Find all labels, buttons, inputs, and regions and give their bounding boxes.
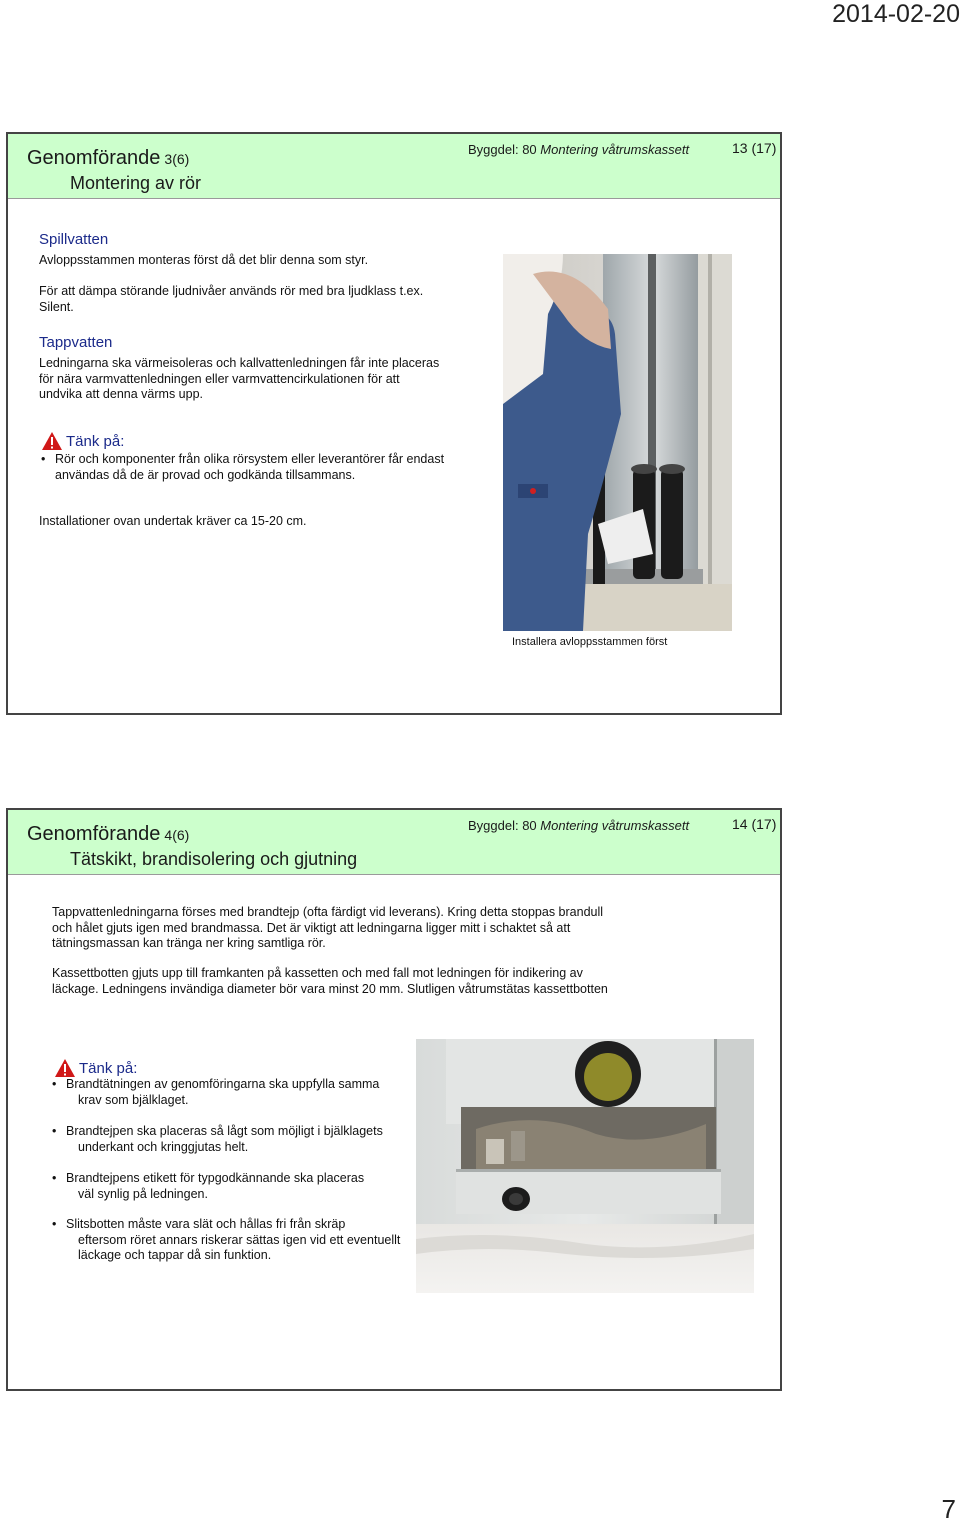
slide-subtitle: Montering av rör [70,173,202,193]
warning-triangle-icon [41,431,63,451]
warning-triangle-icon [54,1058,76,1078]
list-item: • Rör och komponenter från olika rörsystem eller leverantörer får endast användas då de är provad och godkända tillsammans. [41,452,445,482]
slide-number: 13 (17) [732,140,777,156]
photo-caption: Installera avloppsstammen först [512,636,668,648]
slide-title: Genomförande 4(6) [27,823,190,845]
paragraph: För att dämpa störande ljudnivåer används rör med bra ljudklass t.ex. Silent. [39,284,424,314]
slide-header [8,810,780,875]
slide-13 [6,132,782,715]
warning-callout [41,431,124,451]
paragraph: Avloppsstammen monteras först då det blir denna som styr. [39,253,369,267]
slide-number: 14 (17) [732,816,777,832]
list-item: • Brandtejpen ska placeras så lågt som möjligt i bjälklagets underkant och kringgjutas helt. [52,1124,383,1154]
heading-tappvatten: Tappvatten [39,334,113,351]
slide-14 [6,808,782,1391]
slide-subtitle: Tätskikt, brandisolering och gjutning [70,849,358,869]
slide-title: Genomförande 3(6) [27,147,190,169]
byggdel-label: Byggdel: 80 Montering våtrumskassett [468,818,690,833]
warning-label: Tänk på: [66,432,125,450]
document-date: 2014-02-20 [832,0,960,28]
paragraph: Installationer ovan undertak kräver ca 15-20 cm. [39,514,307,528]
paragraph: Ledningarna ska värmeisoleras och kallvattenledningen får inte placeras för nära varmvattenledningen eller varmvattencirkulationen för att undvika att denna värms upp. [39,356,440,401]
byggdel-label: Byggdel: 80 Montering våtrumskassett [468,142,690,157]
photo-pipe-installation [503,254,732,631]
page-number: 7 [941,1494,956,1524]
photo-cassette-bottom [416,1039,754,1293]
list-item: • Brandtejpens etikett för typgodkännande ska placeras väl synlig på ledningen. [52,1171,365,1201]
list-item: • Slitsbotten måste vara slät och hållas fri från skräp eftersom röret annars riskerar sättas igen vid ett eventuellt läckage och tappar då sin funktion. [52,1217,401,1262]
list-item: • Brandtätningen av genomföringarna ska uppfylla samma krav som bjälklaget. [52,1077,380,1107]
warning-label: Tänk på: [79,1059,138,1077]
slide-header [8,134,780,199]
paragraph: Tappvattenledningarna förses med brandtejp (ofta färdigt vid leverans). Kring detta stoppas brandull och hålet gjuts igen med brandmassa. Det är viktigt att ledningarna ligger mitt i schaktet så att tätningsmassan kan tränga ner kring samtliga rör. [52,905,604,950]
paragraph: Kassettbotten gjuts upp till framkanten på kassetten och med fall mot ledningen för indikering av läckage. Ledningens invändiga diameter bör vara minst 20 mm. Slutligen våtrumstätas kassettbotten [52,966,608,996]
heading-spillvatten: Spillvatten [39,231,109,248]
warning-callout [54,1058,137,1078]
